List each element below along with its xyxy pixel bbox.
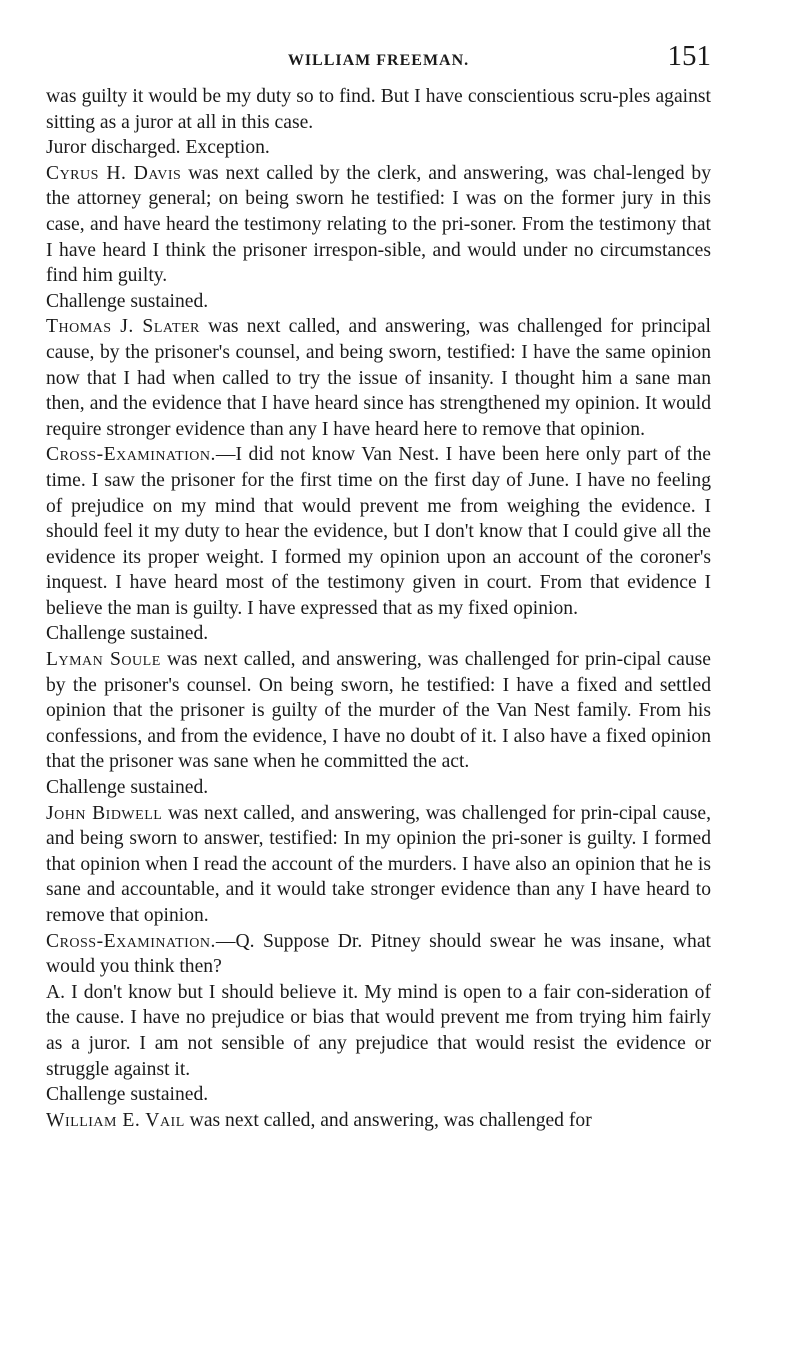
paragraph bbox=[46, 84, 711, 135]
paragraph bbox=[46, 980, 711, 1082]
book-page bbox=[46, 40, 711, 1133]
paragraph-lead: Cross-Examination. bbox=[46, 930, 216, 952]
paragraph-lead: Cross-Examination. bbox=[46, 444, 216, 466]
paragraph bbox=[46, 775, 711, 801]
paragraph-text: —Q. Suppose Dr. Pitney should swear he was insane, what would you think then? bbox=[46, 930, 711, 978]
paragraph-lead: William E. Vail bbox=[46, 1109, 185, 1131]
paragraph-text: was next called, and answering, was challenged for bbox=[184, 1109, 592, 1131]
paragraph-text: was next called, and answering, was challenged for prin-cipal cause by the prisoner's counsel. On being sworn, he testified: I have a fixed and settled opinion that the prisoner is guilty of the murder of the Van Nest family. From his confessions, and from the evidence, I have no doubt of it. I also have a fixed opinion that the prisoner was sane when he committed the act. bbox=[46, 649, 711, 773]
paragraph-lead: Thomas J. Slater bbox=[46, 316, 200, 338]
paragraph-lead: Cyrus H. Davis bbox=[46, 162, 182, 184]
paragraph-text: Challenge sustained. bbox=[46, 777, 209, 799]
paragraph-lead: John Bidwell bbox=[46, 802, 163, 824]
paragraph-text: was guilty it would be my duty so to find. But I have conscientious scru-ples against sitting as a juror at all in this case. bbox=[46, 86, 711, 133]
body-text bbox=[46, 84, 711, 1133]
page-number: 151 bbox=[667, 40, 711, 72]
running-head: WILLIAM FREEMAN. bbox=[287, 52, 470, 69]
paragraph-text: A. I don't know but I should believe it. My mind is open to a fair con-sideration of the cause. I have no prejudice or bias that would prevent me from trying him fairly as a juror. I am not sensible of any prejudice that would resist the evidence or struggle against it. bbox=[46, 981, 711, 1080]
paragraph bbox=[46, 314, 711, 442]
paragraph-lead: Lyman Soule bbox=[46, 649, 161, 671]
page-header bbox=[46, 40, 711, 80]
paragraph bbox=[46, 1108, 711, 1134]
paragraph bbox=[46, 442, 711, 621]
paragraph bbox=[46, 929, 711, 980]
paragraph-text: was next called, and answering, was challenged for prin-cipal cause, and being sworn to answer, testified: In my opinion the pri-soner is guilty. I formed that opinion when I read the account of the murders. I have also an opinion that he is sane and accountable, and it would take stronger evidence than any I have heard to remove that opinion. bbox=[46, 802, 711, 926]
paragraph-text: Challenge sustained. bbox=[46, 290, 209, 312]
paragraph-text: was next called by the clerk, and answering, was chal-lenged by the attorney general; on being sworn he testified: I was on the former jury in this case, and have heard the testimony relating to the pri-soner. From the testimony that I have heard I think the prisoner irrespon-sible, and would under no circumstances find him guilty. bbox=[46, 162, 711, 287]
paragraph bbox=[46, 801, 711, 929]
paragraph-text: was next called, and answering, was challenged for principal cause, by the prisoner's counsel, and being sworn, testified: I have the same opinion now that I had when called to try the issue of insanity. I thought him a sane man then, and the evidence that I have heard since has strengthened my opinion. It would require stronger evidence than any I have heard here to remove that opinion. bbox=[46, 316, 711, 440]
paragraph bbox=[46, 161, 711, 289]
paragraph-text: Juror discharged. Exception. bbox=[46, 137, 270, 159]
paragraph bbox=[46, 135, 711, 161]
paragraph-text: —I did not know Van Nest. I have been here only part of the time. I saw the prisoner for the first time on the first day of June. I have no feeling of prejudice on my mind that would prevent me from weighing the evidence. I should feel it my duty to hear the evidence, but I don't know that I could give all the evidence its proper weight. I formed my opinion upon an account of the coroner's inquest. I have heard most of the testimony given in court. From that evidence I believe the man is guilty. I have expressed that as my fixed opinion. bbox=[46, 444, 711, 619]
paragraph bbox=[46, 289, 711, 315]
paragraph-text: Challenge sustained. bbox=[46, 1084, 209, 1106]
paragraph bbox=[46, 647, 711, 775]
paragraph-text: Challenge sustained. bbox=[46, 623, 209, 645]
paragraph bbox=[46, 1082, 711, 1108]
paragraph bbox=[46, 621, 711, 647]
